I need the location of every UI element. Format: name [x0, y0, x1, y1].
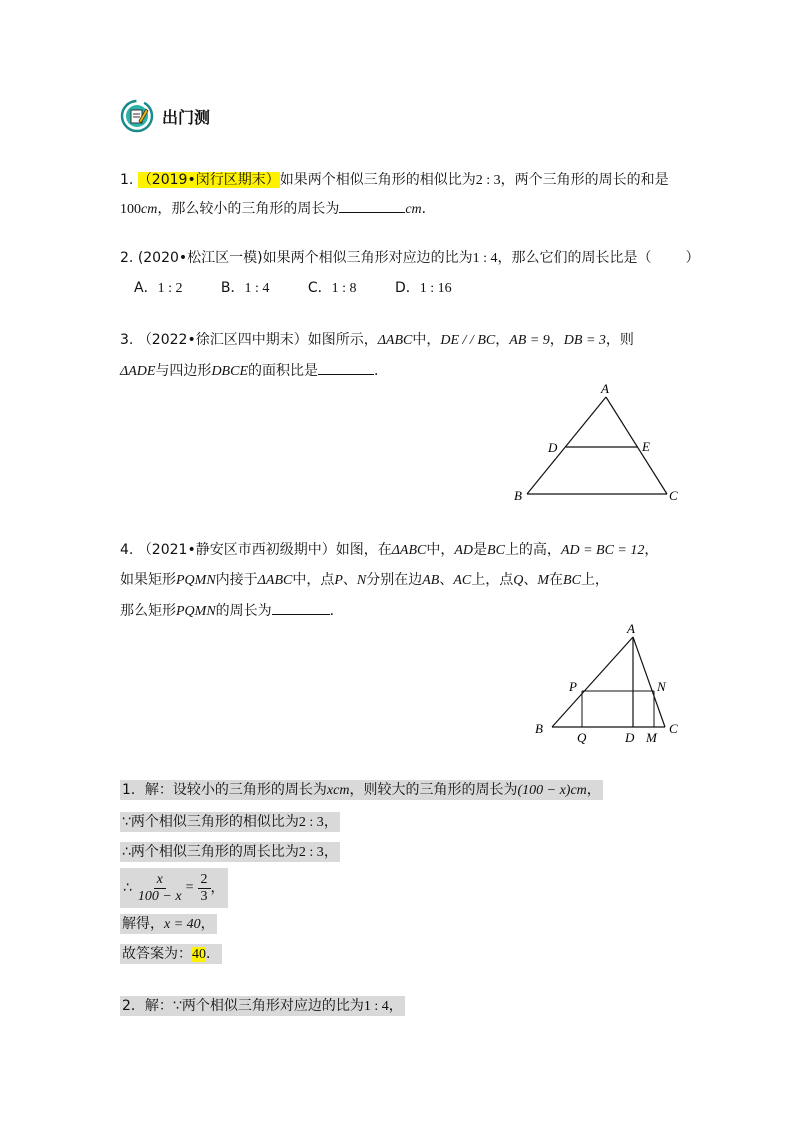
solution-2-line-1: 2．解：∵两个相似三角形对应边的比为1 : 4，	[122, 998, 403, 1014]
answer-value: 40	[192, 947, 206, 962]
question-1-line-2: 100cm，那么较小的三角形的周长为 cm．	[120, 198, 436, 220]
label-d: D	[625, 730, 635, 745]
question-3-line-1: 3. （2022•徐汇区四中期末）如图所示，ΔABC中，DE / / BC，AB = 9，DB = 3，则	[120, 332, 634, 348]
solution-1-line-2: ∵两个相似三角形的相似比为2 : 3，	[122, 814, 338, 830]
question-3-line-2: ΔADE与四边形DBCE的面积比是 ．	[120, 360, 388, 382]
solution-1-line-6: 故答案为：40．	[122, 946, 220, 962]
label-a: A	[601, 381, 609, 396]
question-4-line-2: 如果矩形PQMN内接于ΔABC中，点P、N分别在边AB、AC上，点Q、M在BC上，	[120, 572, 609, 588]
label-c: C	[669, 721, 678, 736]
solution-1-line-5: 解得，x = 40，	[122, 916, 215, 932]
section-title: 出门测	[162, 107, 211, 127]
question-number: 1.	[120, 172, 134, 188]
solution-1-line-4: ∴ $\frac{x}{100 - x}$ = $\frac{2}{3}$ ，	[120, 868, 228, 908]
figure-triangle-abc-de-parallel	[500, 380, 700, 510]
pencil-note-icon	[120, 99, 154, 133]
label-p: P	[569, 679, 577, 694]
label-d: D	[548, 440, 558, 455]
option-a[interactable]: A．1 : 2	[134, 280, 183, 296]
label-a: A	[627, 621, 635, 636]
question-4-line-3: 那么矩形PQMN的周长为 ．	[120, 600, 344, 622]
option-d[interactable]: D．1 : 16	[395, 280, 452, 296]
label-q: Q	[577, 730, 587, 745]
label-m: M	[646, 730, 657, 745]
question-4-line-1: 4. （2021•静安区市西初级期中）如图，在ΔABC中，AD是BC上的高，AD = BC = 12，	[120, 542, 659, 558]
option-b[interactable]: B．1 : 4	[220, 280, 270, 296]
question-2-line-1: 2. (2020•松江区一模)如果两个相似三角形对应边的比为1 : 4，那么它们的周长比是（ ）	[120, 250, 700, 266]
option-c[interactable]: C．1 : 8	[307, 280, 357, 296]
label-n: N	[657, 679, 666, 694]
solution-1-line-1: 1．解：设较小的三角形的周长为xcm，则较大的三角形的周长为(100 − x)cm，	[122, 782, 601, 798]
label-c: C	[669, 488, 678, 503]
label-e: E	[642, 439, 650, 454]
question-2-options	[134, 278, 486, 299]
answer-blank[interactable]	[318, 360, 374, 375]
question-1-line-1: 1. （2019•闵行区期末）如果两个相似三角形的相似比为2 : 3，两个三角形的周长的和是	[120, 172, 669, 188]
label-b: B	[535, 721, 543, 736]
answer-blank[interactable]	[272, 600, 330, 615]
figure-rectangle-in-triangle	[525, 620, 695, 750]
solution-1-line-3: ∴两个相似三角形的周长比为2 : 3，	[122, 844, 338, 860]
section-header	[120, 98, 210, 134]
label-b: B	[514, 488, 522, 503]
question-source: （2019•闵行区期末）	[137, 172, 280, 188]
answer-blank[interactable]	[339, 198, 405, 213]
